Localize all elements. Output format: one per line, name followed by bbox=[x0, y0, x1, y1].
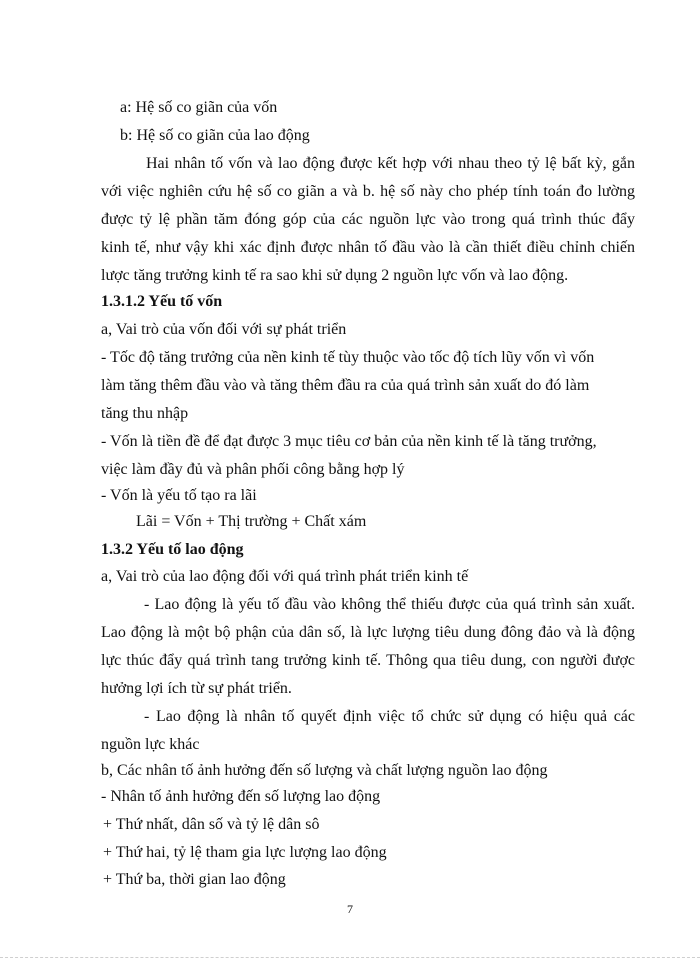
paragraph-line: kinh tế, như vậy khi xác định được nhân tố đầu vào là cần thiết điều chỉnh chiến bbox=[101, 239, 635, 256]
text-line: b: Hệ số co giãn của lao động bbox=[120, 127, 310, 144]
page-bottom-divider bbox=[0, 957, 700, 958]
paragraph-line: Hai nhân tố vốn và lao động được kết hợp với nhau theo tỷ lệ bất kỳ, gắn bbox=[146, 155, 635, 172]
text-line: a: Hệ số co giãn của vốn bbox=[120, 99, 278, 116]
subsection-title: b, Các nhân tố ảnh hưởng đến số lượng và chất lượng nguồn lao động bbox=[101, 762, 548, 779]
page-number: 7 bbox=[347, 902, 353, 916]
paragraph-line: với việc nghiên cứu hệ số co giãn a và b. hệ số này cho phép tính toán đo lường bbox=[101, 183, 635, 200]
text-line: nguồn lực khác bbox=[101, 736, 200, 753]
text-line: tăng thu nhập bbox=[101, 405, 189, 422]
list-item: + Thứ nhất, dân số và tỷ lệ dân sô bbox=[103, 816, 320, 833]
bullet-line: - Vốn là tiền đề để đạt được 3 mục tiêu cơ bản của nền kinh tế là tăng trưởng, bbox=[101, 433, 597, 450]
bullet-line: - Vốn là yếu tố tạo ra lãi bbox=[101, 487, 257, 504]
subsection-title: a, Vai trò của vốn đối với sự phát triển bbox=[101, 321, 347, 338]
formula-line: Lãi = Vốn + Thị trường + Chất xám bbox=[136, 513, 367, 530]
bullet-line: - Lao động là yếu tố đầu vào không thể thiếu được của quá trình sản xuất. bbox=[144, 596, 635, 613]
paragraph-line: lược tăng trưởng kinh tế ra sao khi sử dụng 2 nguồn lực vốn và lao động. bbox=[101, 267, 569, 284]
paragraph-line: Lao động là một bộ phận của dân số, là lực lượng tiêu dung đông đảo và là động bbox=[101, 624, 635, 641]
paragraph-line: được tỷ lệ phần tăm đóng góp của các nguồn lực vào trong quá trình thúc đẩy bbox=[101, 211, 635, 228]
list-item: + Thứ hai, tỷ lệ tham gia lực lượng lao động bbox=[103, 844, 387, 861]
paragraph-line: hưởng lợi ích từ sự phát triển. bbox=[101, 680, 292, 697]
subsection-title: a, Vai trò của lao động đối với quá trình phát triển kinh tế bbox=[101, 568, 469, 585]
section-heading: 1.3.1.2 Yếu tố vốn bbox=[101, 293, 223, 310]
bullet-line: - Nhân tố ảnh hưởng đến số lượng lao động bbox=[101, 788, 381, 805]
text-line: việc làm đầy đủ và phân phối công bằng hợp lý bbox=[101, 461, 405, 478]
bullet-line: - Tốc độ tăng trưởng của nền kinh tế tùy thuộc vào tốc độ tích lũy vốn vì vốn bbox=[101, 349, 595, 366]
paragraph-line: lực thúc đẩy quá trình tang trưởng kinh tế. Thông qua tiêu dung, con người được bbox=[101, 652, 635, 669]
text-line: làm tăng thêm đầu vào và tăng thêm đầu ra của quá trình sản xuất do đó làm bbox=[101, 377, 590, 394]
bullet-line: - Lao động là nhân tố quyết định việc tổ chức sử dụng có hiệu quả các bbox=[144, 708, 635, 725]
section-heading: 1.3.2 Yếu tố lao động bbox=[101, 541, 244, 558]
list-item: + Thứ ba, thời gian lao động bbox=[103, 871, 286, 888]
